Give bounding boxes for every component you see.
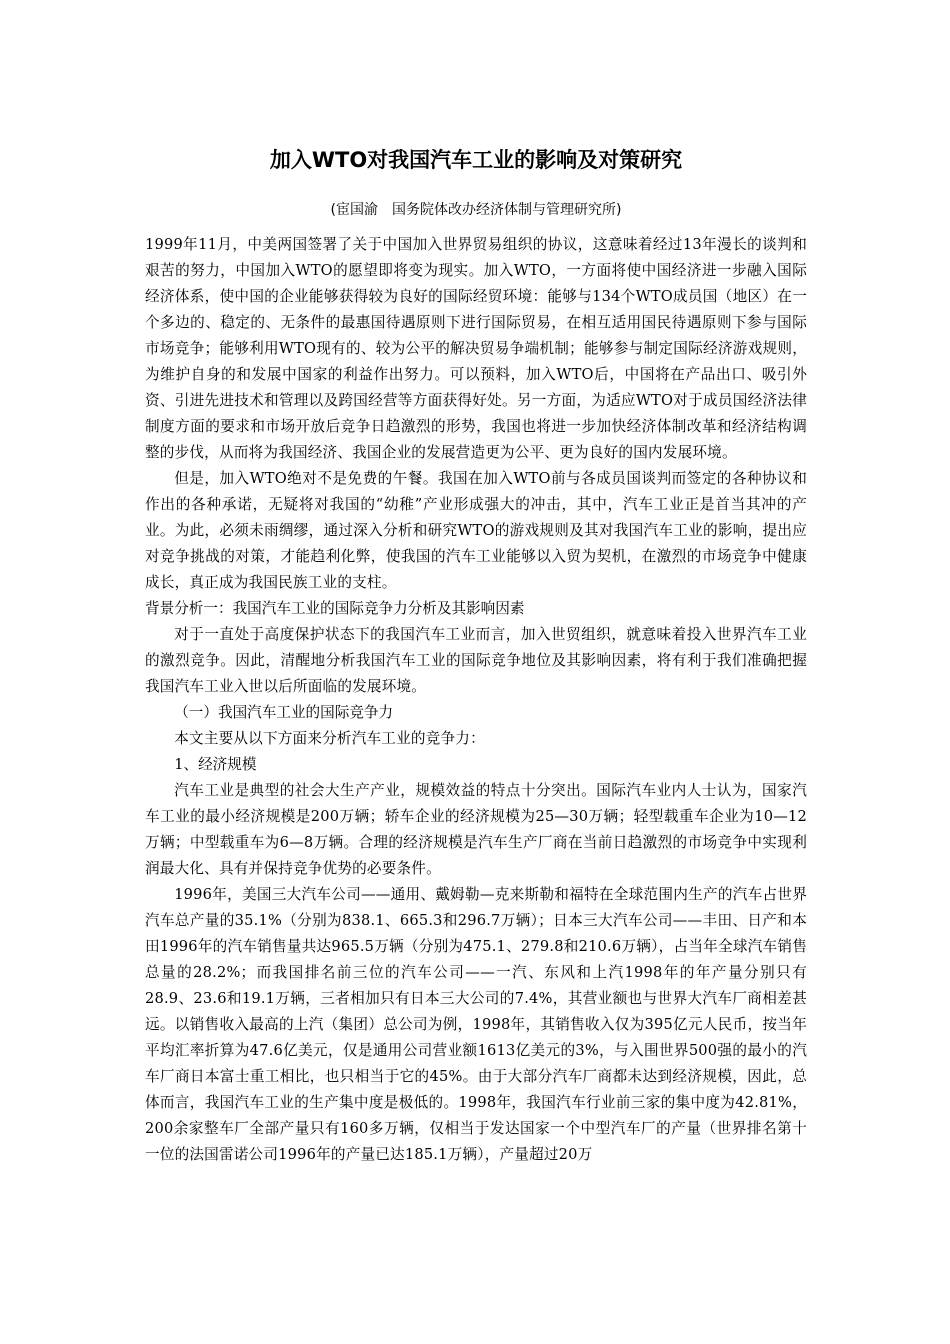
subsection-heading-competitiveness: （一）我国汽车工业的国际竞争力 bbox=[174, 704, 394, 721]
subsection-heading-economic-scale: 1、经济规模 bbox=[174, 756, 257, 773]
document-page bbox=[145, 140, 807, 1168]
paragraph-1996-comparison: 1996年，美国三大汽车公司——通用、戴姆勒—克来斯勒和福特在全球范围内生产的汽车占世界汽车总产量的35.1%（分别为838.1、665.3和296.7万辆）；日本三大汽车公司——丰田、日产和本田1996年的汽车销售量共达965.5万辆（分别为475.1、279.8和210.6万辆），占当年全球汽车销售总量的28.2%；而我国排名前三位的汽车公司——一汽、东风和上汽1998年的年产量分别只有28.9、23.6和19.1万辆，三者相加只有日本三大公司的7.4%，其营业额也与世界大汽车厂商相差甚远。以销售收入最高的上汽（集团）总公司为例，1998年，其销售收入仅为395亿元人民币，按当年平均汇率折算为47.6亿美元，仅是通用公司营业额1613亿美元的3%，与入围世界500强的最小的汽车厂商日本富士重工相比，也只相当于它的45%。由于大部分汽车厂商都未达到经济规模，因此，总体而言，我国汽车工业的生产集中度是极低的。1998年，我国汽车行业前三家的集中度为42.81%，200余家整车厂全部产量只有160多万辆，仅相当于发达国家一个中型汽车厂的产量（世界排名第十一位的法国雷诺公司1996年的产量已达185.1万辆），产量超过20万 bbox=[145, 886, 807, 1163]
paragraph-economic-scale: 汽车工业是典型的社会大生产产业，规模效益的特点十分突出。国际汽车业内人士认为，国家汽车工业的最小经济规模是200万辆；轿车企业的经济规模为25—30万辆；轻型载重车企业为10—12万辆；中型载重车为6—8万辆。合理的经济规模是汽车生产厂商在当前日趋激烈的市场竞争中实现利润最大化、具有并保持竞争优势的必要条件。 bbox=[145, 782, 807, 877]
paragraph-wto-not-free: 但是，加入WTO绝对不是免费的午餐。我国在加入WTO前与各成员国谈判而签定的各种协议和作出的各种承诺，无疑将对我国的“幼稚”产业形成强大的冲击，其中，汽车工业正是首当其冲的产业。为此，必须未雨绸缪，通过深入分析和研究WTO的游戏规则及其对我国汽车工业的影响，提出应对竞争挑战的对策，才能趋利化弊，使我国的汽车工业能够以入贸为契机，在激烈的市场竞争中健康成长，真正成为我国民族工业的支柱。 bbox=[145, 470, 807, 591]
document-title: 加入WTO对我国汽车工业的影响及对策研究 bbox=[269, 148, 683, 172]
paragraph-analysis-aspects: 本文主要从以下方面来分析汽车工业的竞争力： bbox=[174, 730, 485, 747]
paragraph-intro: 1999年11月，中美两国签署了关于中国加入世界贸易组织的协议，这意味着经过13年漫长的谈判和艰苦的努力，中国加入WTO的愿望即将变为现实。加入WTO，一方面将使中国经济进一步融入国际经济体系，使中国的企业能够获得较为良好的国际经贸环境：能够与134个WTO成员国（地区）在一个多边的、稳定的、无条件的最惠国待遇原则下进行国际贸易，在相互适用国民待遇原则下参与国际市场竞争；能够利用WTO现有的、较为公平的解决贸易争端机制；能够参与制定国际经济游戏规则，为维护自身的和发展中国家的利益作出努力。可以预料，加入WTO后，中国将在产品出口、吸引外资、引进先进技术和管理以及跨国经营等方面获得好处。另一方面，为适应WTO对于成员国经济法律制度方面的要求和市场开放后竞争日趋激烈的形势，我国也将进一步加快经济体制改革和经济结构调整的步伐，从而将为我国经济、我国企业的发展营造更为公平、更为良好的国内发展环境。 bbox=[145, 236, 807, 461]
section-heading-background: 背景分析一：我国汽车工业的国际竞争力分析及其影响因素 bbox=[145, 600, 525, 617]
document-author: (宦国渝 国务院体改办经济体制与管理研究所) bbox=[330, 202, 622, 218]
paragraph-background: 对于一直处于高度保护状态下的我国汽车工业而言，加入世贸组织，就意味着投入世界汽车工业的激烈竞争。因此，清醒地分析我国汽车工业的国际竞争地位及其影响因素，将有利于我们准确把握我国汽车工业入世以后所面临的发展环境。 bbox=[145, 626, 807, 695]
